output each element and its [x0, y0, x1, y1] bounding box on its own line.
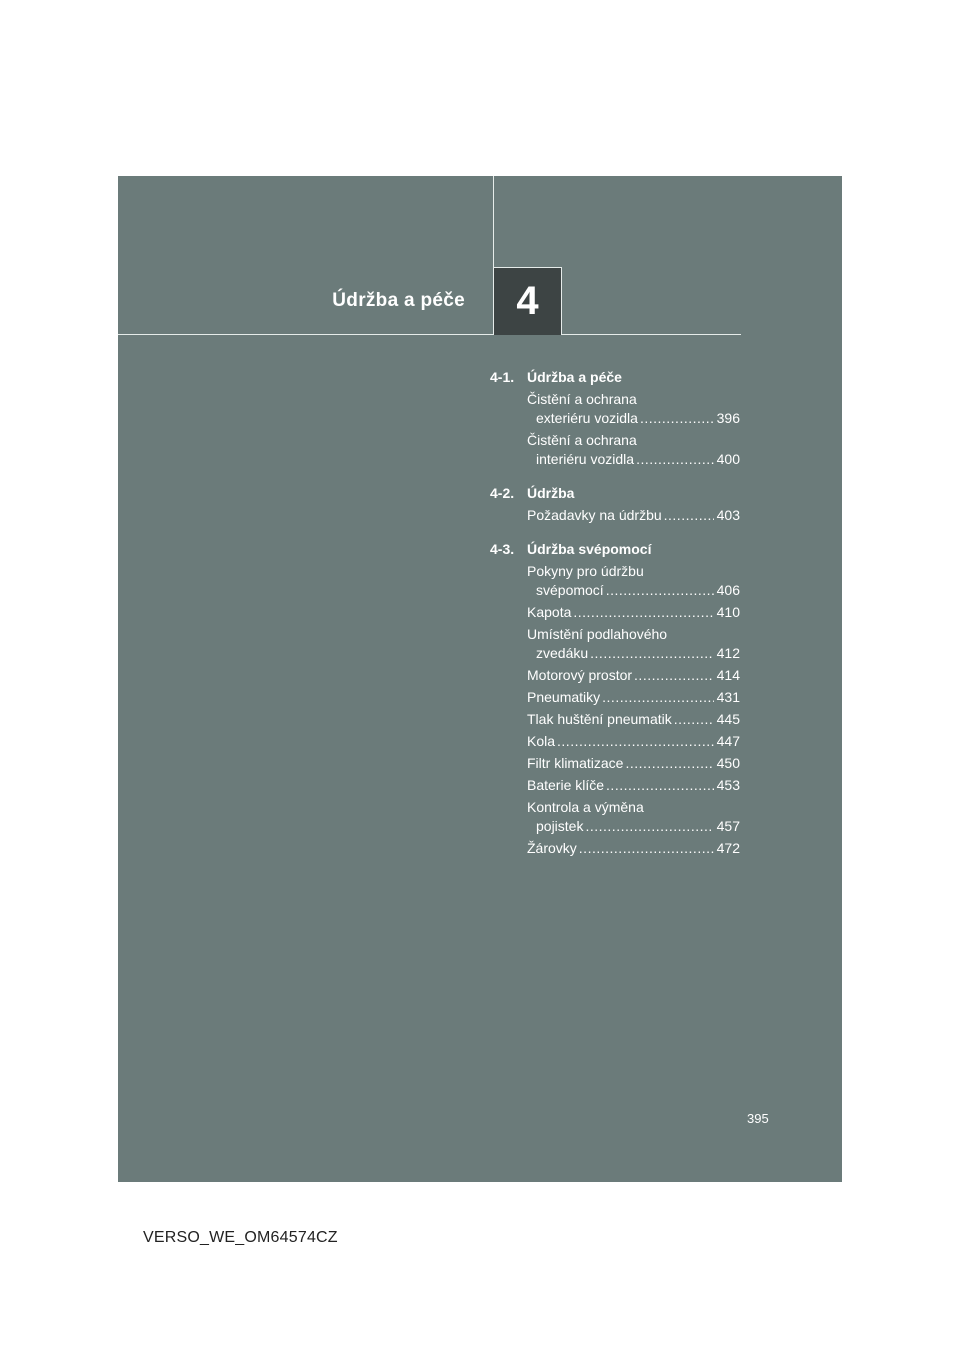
- dot-leader: [602, 688, 713, 707]
- entry-ref-line: [527, 644, 740, 663]
- toc-entry[interactable]: [527, 390, 740, 428]
- dot-leader: [606, 776, 714, 795]
- page-ref: 431: [716, 689, 740, 705]
- toc-entry[interactable]: [527, 776, 740, 795]
- entry-title-line: Čistění a ochrana: [527, 391, 637, 407]
- toc-entry[interactable]: [527, 839, 740, 858]
- dot-leader: [585, 817, 713, 836]
- toc-entry[interactable]: [527, 506, 740, 525]
- page-ref: 453: [716, 777, 740, 793]
- page-ref: 403: [716, 507, 740, 523]
- dot-leader: [674, 710, 714, 729]
- entry-ref-line: [527, 817, 740, 836]
- section-number: 4-1.: [490, 369, 515, 385]
- horizontal-divider: [118, 334, 741, 335]
- section-number: 4-3.: [490, 541, 515, 557]
- entry-title: Kola: [527, 733, 556, 749]
- page-ref: 406: [716, 582, 740, 598]
- section-heading: [490, 539, 740, 560]
- entry-ref-line: [527, 732, 740, 751]
- entry-ref-line: [527, 506, 740, 525]
- toc-entry[interactable]: [527, 625, 740, 663]
- entry-ref-line: [527, 666, 740, 685]
- entry-title-line: Pokyny pro údržbu: [527, 563, 644, 579]
- page-ref: 472: [716, 840, 740, 856]
- page-ref: 445: [716, 711, 740, 727]
- dot-leader: [634, 666, 714, 685]
- toc-entry[interactable]: [527, 666, 740, 685]
- entry-title-line: Čistění a ochrana: [527, 432, 637, 448]
- dot-leader: [625, 754, 713, 773]
- chapter-title: Údržba a péče: [332, 290, 465, 311]
- entry-title: Žárovky: [527, 840, 577, 856]
- dot-leader: [590, 644, 713, 663]
- entry-title-line: Kontrola a výměna: [527, 799, 644, 815]
- entry-ref-line: [527, 688, 740, 707]
- entry-ref-line: [527, 581, 740, 600]
- entry-ref-line: [527, 839, 740, 858]
- toc-section-4-3: [490, 539, 740, 858]
- section-heading: [490, 483, 740, 504]
- toc-entry[interactable]: [527, 431, 740, 469]
- entry-ref-line: [527, 450, 740, 469]
- section-title: Údržba: [527, 485, 575, 501]
- entry-ref-line: [527, 710, 740, 729]
- dot-leader: [573, 603, 713, 622]
- entry-ref-line: [527, 409, 740, 428]
- entry-ref-line: [527, 776, 740, 795]
- dot-leader: [664, 506, 714, 525]
- dot-leader: [636, 450, 714, 469]
- page-ref: 400: [716, 451, 740, 467]
- page-ref: 410: [716, 604, 740, 620]
- table-of-contents: [490, 367, 740, 872]
- toc-section-4-2: [490, 483, 740, 525]
- page-ref: 414: [716, 667, 740, 683]
- page-ref: 447: [716, 733, 740, 749]
- toc-entry[interactable]: [527, 754, 740, 773]
- entry-title: interiéru vozidla: [536, 451, 635, 467]
- entry-title: svépomocí: [536, 582, 604, 598]
- entry-title: Tlak huštění pneumatik: [527, 711, 672, 727]
- entry-title: Filtr klimatizace: [527, 755, 624, 771]
- page-number: 395: [747, 1111, 769, 1126]
- entry-title: zvedáku: [536, 645, 589, 661]
- dot-leader: [579, 839, 714, 858]
- section-title: Údržba svépomocí: [527, 541, 652, 557]
- section-number: 4-2.: [490, 485, 515, 501]
- page-ref: 457: [716, 818, 740, 834]
- entry-title: Motorový prostor: [527, 667, 633, 683]
- page-ref: 396: [716, 410, 740, 426]
- section-title: Údržba a péče: [527, 369, 622, 385]
- entry-title: Požadavky na údržbu: [527, 507, 662, 523]
- document-code: VERSO_WE_OM64574CZ: [143, 1229, 338, 1246]
- section-heading: [490, 367, 740, 388]
- toc-entry[interactable]: [527, 732, 740, 751]
- toc-entry[interactable]: [527, 798, 740, 836]
- toc-entry[interactable]: [527, 603, 740, 622]
- dot-leader: [606, 581, 714, 600]
- entry-ref-line: [527, 603, 740, 622]
- entry-title: Kapota: [527, 604, 572, 620]
- dot-leader: [557, 732, 714, 751]
- dot-leader: [640, 409, 714, 428]
- entry-ref-line: [527, 754, 740, 773]
- entry-title: Pneumatiky: [527, 689, 601, 705]
- page-ref: 450: [716, 755, 740, 771]
- entry-title: pojistek: [536, 818, 584, 834]
- toc-entry[interactable]: [527, 562, 740, 600]
- entry-title: Baterie klíče: [527, 777, 605, 793]
- chapter-panel: [118, 176, 842, 1182]
- entry-title: exteriéru vozidla: [536, 410, 638, 426]
- entry-title-line: Umístění podlahového: [527, 626, 668, 642]
- toc-section-4-1: [490, 367, 740, 469]
- toc-entry[interactable]: [527, 688, 740, 707]
- vertical-divider: [493, 176, 494, 267]
- chapter-number-badge: 4: [493, 267, 562, 335]
- toc-entry[interactable]: [527, 710, 740, 729]
- page-ref: 412: [716, 645, 740, 661]
